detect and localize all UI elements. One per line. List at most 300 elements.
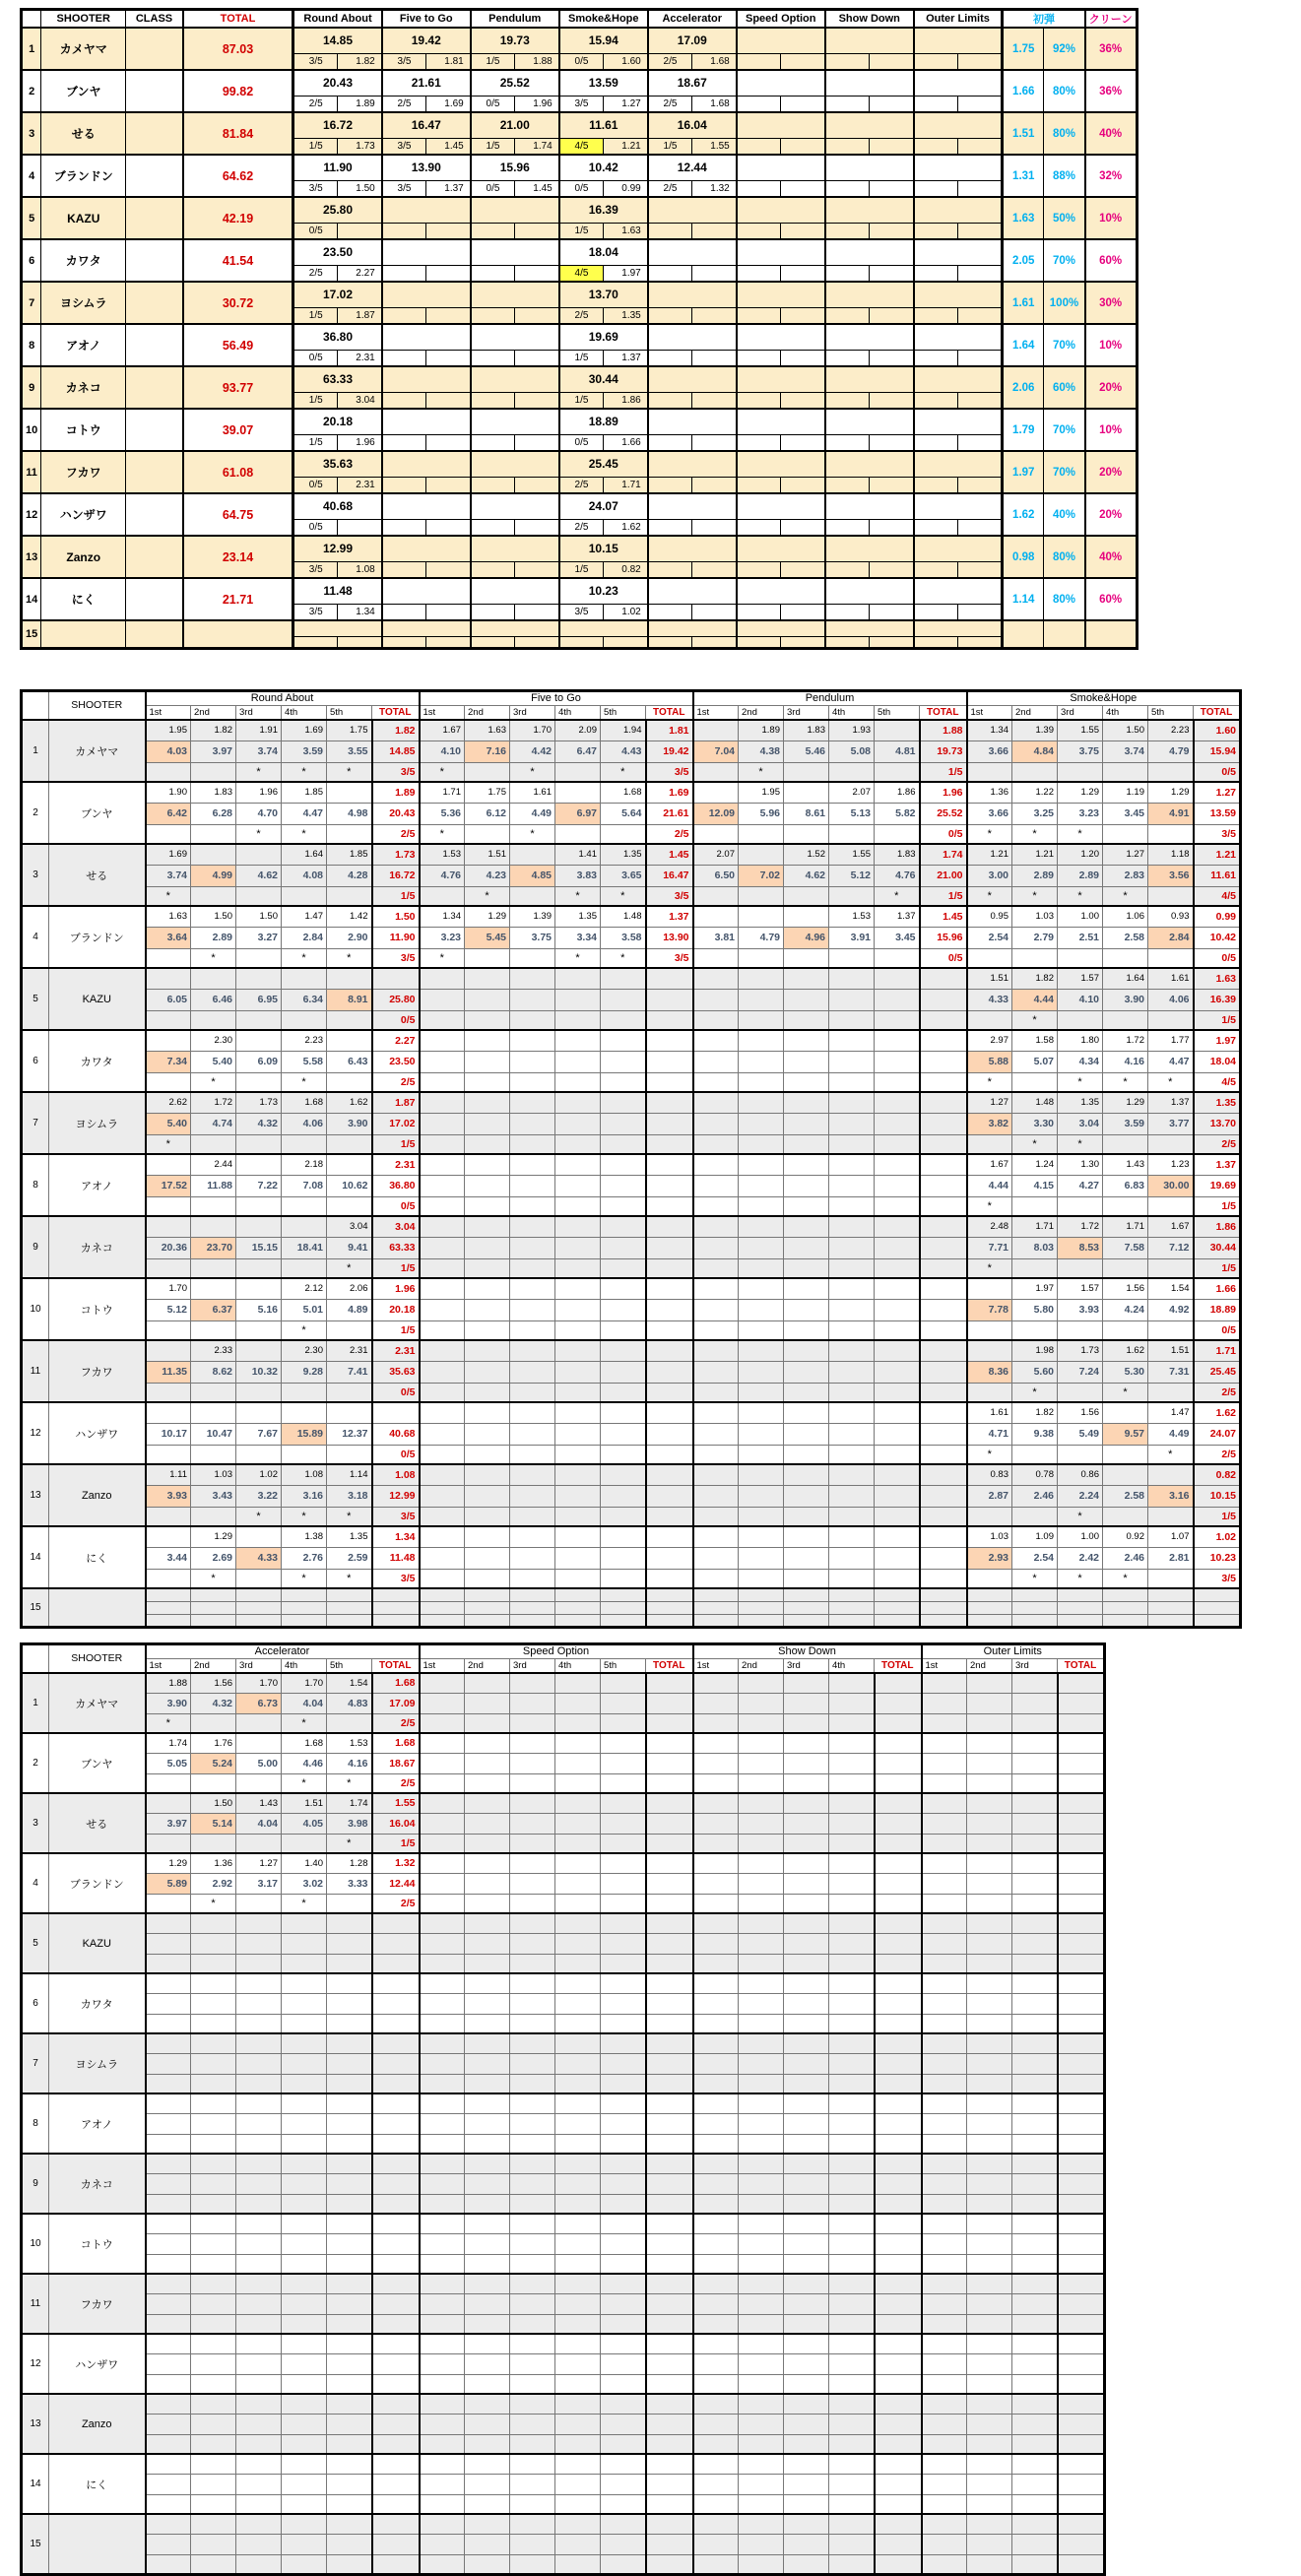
- grand-total-cell[interactable]: 64.75: [183, 493, 293, 536]
- penalty-star-cell[interactable]: [601, 2494, 646, 2514]
- stage-hits-cell[interactable]: [920, 1383, 967, 1402]
- stage-run-total-cell[interactable]: 40.68: [372, 1423, 420, 1445]
- first-shot-time-cell[interactable]: 1.70: [510, 720, 555, 741]
- shooter-name-cell[interactable]: Zanzo: [49, 2394, 146, 2454]
- class-cell[interactable]: [126, 155, 183, 197]
- first-shot-time-cell[interactable]: [555, 1526, 601, 1547]
- stage-avg-cell[interactable]: [426, 350, 471, 366]
- row-number-cell[interactable]: 8: [22, 2093, 49, 2154]
- class-header[interactable]: CLASS: [126, 10, 183, 29]
- first-shot-time-cell[interactable]: [967, 1340, 1012, 1361]
- first-shot-time-cell[interactable]: [465, 1973, 510, 1993]
- run-time-cell[interactable]: [327, 2293, 372, 2314]
- first-shot-time-cell[interactable]: [510, 1402, 555, 1423]
- first-shot-time-cell[interactable]: [465, 2514, 510, 2534]
- run-time-cell[interactable]: 4.04: [236, 1813, 282, 1834]
- stage-avg-cell[interactable]: [870, 96, 914, 112]
- penalty-star-cell[interactable]: [922, 2494, 967, 2514]
- stage-avg-cell[interactable]: [870, 434, 914, 451]
- stage-run-total-cell[interactable]: 16.39: [1194, 989, 1241, 1010]
- penalty-star-cell[interactable]: [1012, 1894, 1058, 1913]
- first-shot-time-cell[interactable]: [282, 1588, 327, 1601]
- penalty-star-cell[interactable]: [420, 2254, 465, 2274]
- first-shot-time-cell[interactable]: 1.03: [191, 1464, 236, 1485]
- run-time-cell[interactable]: [327, 1993, 372, 2014]
- stage-hits-cell[interactable]: [875, 2194, 922, 2214]
- run-time-cell[interactable]: 5.45: [465, 927, 510, 948]
- run-time-cell[interactable]: [191, 2293, 236, 2314]
- run-time-cell[interactable]: [191, 2053, 236, 2074]
- stage-avg-cell[interactable]: [515, 392, 559, 409]
- run-time-cell[interactable]: [739, 1873, 784, 1894]
- first-shot-avg-cell[interactable]: 1.73: [372, 844, 420, 865]
- stage-run-total-cell[interactable]: [875, 1873, 922, 1894]
- penalty-star-cell[interactable]: *: [1103, 886, 1148, 906]
- stage-hits-cell[interactable]: [1058, 1773, 1105, 1793]
- stage-run-total-cell[interactable]: [646, 1175, 693, 1196]
- first-shot-time-cell[interactable]: [555, 1030, 601, 1051]
- run-time-cell[interactable]: [829, 2534, 875, 2554]
- stage-hits-cell[interactable]: [471, 477, 515, 493]
- first-shot-hit-cell[interactable]: 60%: [1044, 366, 1085, 409]
- run-time-cell[interactable]: [510, 1237, 555, 1258]
- run-time-cell[interactable]: [693, 2113, 739, 2134]
- first-shot-time-cell[interactable]: [510, 1464, 555, 1485]
- penalty-star-cell[interactable]: [236, 948, 282, 968]
- row-number-cell[interactable]: 11: [22, 2274, 49, 2334]
- stage-total-cell[interactable]: [737, 620, 825, 636]
- stage-avg-cell[interactable]: 1.82: [338, 53, 382, 70]
- penalty-star-cell[interactable]: [191, 2374, 236, 2394]
- stage-total-cell[interactable]: [914, 578, 1003, 604]
- stage-hits-cell[interactable]: 1/5: [920, 886, 967, 906]
- run-time-cell[interactable]: 9.57: [1103, 1423, 1148, 1445]
- penalty-star-cell[interactable]: [327, 886, 372, 906]
- first-shot-time-cell[interactable]: [967, 1853, 1012, 1873]
- run-time-cell[interactable]: [784, 1813, 829, 1834]
- stage-total-cell[interactable]: 15.94: [559, 28, 648, 53]
- run-time-cell[interactable]: [282, 2474, 327, 2494]
- penalty-star-cell[interactable]: [282, 2554, 327, 2574]
- first-shot-avg-cell[interactable]: [372, 2154, 420, 2173]
- stage-total-cell[interactable]: 18.67: [648, 70, 737, 96]
- stage-run-total-cell[interactable]: [372, 1601, 420, 1614]
- first-shot-time-cell[interactable]: [601, 1278, 646, 1299]
- penalty-star-cell[interactable]: [327, 1894, 372, 1913]
- first-shot-time-cell[interactable]: 1.68: [282, 1092, 327, 1113]
- stage-hits-cell[interactable]: [646, 1507, 693, 1526]
- penalty-star-cell[interactable]: [510, 948, 555, 968]
- penalty-star-cell[interactable]: [555, 1569, 601, 1588]
- shooter-name-cell[interactable]: せる: [49, 844, 146, 906]
- stage-run-total-cell[interactable]: [646, 989, 693, 1010]
- penalty-star-cell[interactable]: [967, 1713, 1012, 1733]
- penalty-star-cell[interactable]: [1148, 1258, 1194, 1278]
- stage-hits-cell[interactable]: [372, 1614, 420, 1627]
- first-shot-avg-cell[interactable]: 1.45: [920, 906, 967, 927]
- stage-total-cell[interactable]: [471, 324, 559, 350]
- penalty-star-cell[interactable]: [465, 824, 510, 844]
- run-time-cell[interactable]: 9.28: [282, 1361, 327, 1383]
- first-shot-time-cell[interactable]: [784, 1973, 829, 1993]
- first-shot-time-cell[interactable]: [693, 2394, 739, 2414]
- first-shot-time-cell[interactable]: [146, 1030, 191, 1051]
- first-shot-time-cell[interactable]: [784, 1340, 829, 1361]
- first-shot-time-cell[interactable]: [327, 2274, 372, 2293]
- first-shot-avg-cell[interactable]: 1.37: [646, 906, 693, 927]
- first-shot-avg-cell[interactable]: [920, 1464, 967, 1485]
- penalty-star-cell[interactable]: [784, 2314, 829, 2334]
- stage-hits-cell[interactable]: [875, 1773, 922, 1793]
- stage-hits-cell[interactable]: [914, 53, 958, 70]
- stage-avg-cell[interactable]: [870, 53, 914, 70]
- stage-total-cell[interactable]: [382, 536, 471, 561]
- run-time-cell[interactable]: [420, 1873, 465, 1894]
- run-time-cell[interactable]: 3.59: [1103, 1113, 1148, 1134]
- first-shot-time-cell[interactable]: [739, 844, 784, 865]
- penalty-star-cell[interactable]: [146, 1320, 191, 1340]
- stage-hits-cell[interactable]: [471, 350, 515, 366]
- run-time-cell[interactable]: [236, 1993, 282, 2014]
- penalty-star-cell[interactable]: [1103, 824, 1148, 844]
- stage-hits-cell[interactable]: [920, 1134, 967, 1154]
- penalty-star-cell[interactable]: [510, 1072, 555, 1092]
- stage-total-cell[interactable]: 21.61: [382, 70, 471, 96]
- run-time-cell[interactable]: [693, 2293, 739, 2314]
- penalty-star-cell[interactable]: [693, 1569, 739, 1588]
- penalty-star-cell[interactable]: [146, 2434, 191, 2454]
- first-shot-time-cell[interactable]: 1.23: [1148, 1154, 1194, 1175]
- stage-hits-cell[interactable]: 2/5: [372, 1894, 420, 1913]
- first-shot-avg-cell[interactable]: [1003, 620, 1044, 648]
- stage-hits-cell[interactable]: [825, 223, 870, 239]
- stage-total-cell[interactable]: [471, 536, 559, 561]
- run-time-cell[interactable]: [601, 1423, 646, 1445]
- first-shot-time-cell[interactable]: [555, 1402, 601, 1423]
- first-shot-time-cell[interactable]: 2.07: [829, 782, 875, 803]
- penalty-star-cell[interactable]: [282, 1954, 327, 1973]
- run-time-cell[interactable]: [739, 2173, 784, 2194]
- first-shot-time-cell[interactable]: [465, 2454, 510, 2474]
- stage-hits-cell[interactable]: [648, 519, 692, 536]
- stage-total-header[interactable]: TOTAL: [372, 705, 420, 720]
- penalty-star-cell[interactable]: [829, 1507, 875, 1526]
- stage-hits-cell[interactable]: [382, 604, 426, 620]
- run-time-cell[interactable]: [465, 1933, 510, 1954]
- class-cell[interactable]: [126, 28, 183, 70]
- first-shot-time-cell[interactable]: [875, 1216, 920, 1237]
- stage-run-total-cell[interactable]: [875, 2474, 922, 2494]
- run-time-cell[interactable]: 6.05: [146, 989, 191, 1010]
- first-shot-time-cell[interactable]: [784, 1216, 829, 1237]
- stage-hits-cell[interactable]: [382, 434, 426, 451]
- run-time-cell[interactable]: [510, 1423, 555, 1445]
- first-shot-hit-cell[interactable]: 100%: [1044, 282, 1085, 324]
- stage-total-cell[interactable]: 13.90: [382, 155, 471, 180]
- ordinal-header[interactable]: 4th: [829, 1658, 875, 1673]
- stage-total-cell[interactable]: 15.96: [471, 155, 559, 180]
- penalty-star-cell[interactable]: [465, 2254, 510, 2274]
- penalty-star-cell[interactable]: [510, 2074, 555, 2093]
- penalty-star-cell[interactable]: *: [1058, 1569, 1103, 1588]
- stage-total-cell[interactable]: [648, 536, 737, 561]
- run-time-cell[interactable]: [829, 2173, 875, 2194]
- first-shot-time-cell[interactable]: [739, 2514, 784, 2534]
- first-shot-avg-cell[interactable]: [372, 2334, 420, 2353]
- penalty-star-cell[interactable]: [967, 1834, 1012, 1853]
- penalty-star-cell[interactable]: [420, 1072, 465, 1092]
- stage-run-total-cell[interactable]: [646, 1993, 693, 2014]
- penalty-star-cell[interactable]: [555, 1894, 601, 1913]
- first-shot-header[interactable]: 初弾: [1003, 10, 1085, 29]
- ordinal-header[interactable]: 4th: [829, 705, 875, 720]
- first-shot-time-cell[interactable]: 1.50: [191, 1793, 236, 1813]
- first-shot-time-cell[interactable]: 1.71: [1103, 1216, 1148, 1237]
- stage-total-cell[interactable]: [914, 197, 1003, 223]
- penalty-star-cell[interactable]: [191, 2494, 236, 2514]
- run-time-cell[interactable]: 3.43: [191, 1485, 236, 1507]
- first-shot-time-cell[interactable]: [601, 1402, 646, 1423]
- stage-avg-cell[interactable]: [958, 180, 1003, 197]
- run-time-cell[interactable]: [555, 1113, 601, 1134]
- stage-avg-cell[interactable]: 1.62: [604, 519, 648, 536]
- first-shot-time-cell[interactable]: [967, 2334, 1012, 2353]
- penalty-star-cell[interactable]: [829, 2374, 875, 2394]
- penalty-star-cell[interactable]: [829, 1010, 875, 1030]
- penalty-star-cell[interactable]: [191, 2434, 236, 2454]
- stage-hits-cell[interactable]: [646, 1445, 693, 1464]
- stage-hits-cell[interactable]: [737, 180, 781, 197]
- first-shot-time-cell[interactable]: [829, 2454, 875, 2474]
- row-number-cell[interactable]: 7: [22, 282, 41, 324]
- first-shot-time-cell[interactable]: 1.61: [967, 1402, 1012, 1423]
- shooter-name-cell[interactable]: [41, 620, 126, 648]
- row-number-cell[interactable]: 9: [22, 1216, 49, 1278]
- run-time-cell[interactable]: [693, 1693, 739, 1713]
- first-shot-time-cell[interactable]: 2.07: [693, 844, 739, 865]
- stage-total-cell[interactable]: [648, 578, 737, 604]
- penalty-star-cell[interactable]: [1103, 1196, 1148, 1216]
- stage-total-cell[interactable]: [914, 366, 1003, 392]
- first-shot-avg-cell[interactable]: 0.98: [1003, 536, 1044, 578]
- first-shot-time-cell[interactable]: [967, 2033, 1012, 2053]
- penalty-star-cell[interactable]: [282, 2314, 327, 2334]
- stage-run-total-cell[interactable]: [372, 2353, 420, 2374]
- run-time-cell[interactable]: 4.81: [875, 741, 920, 762]
- stage-hits-cell[interactable]: [875, 2434, 922, 2454]
- stage-group-header[interactable]: Accelerator: [146, 1643, 420, 1658]
- run-time-cell[interactable]: [784, 1753, 829, 1773]
- run-time-cell[interactable]: [236, 2113, 282, 2134]
- first-shot-time-cell[interactable]: [739, 1216, 784, 1237]
- penalty-star-cell[interactable]: *: [967, 1258, 1012, 1278]
- stage-total-cell[interactable]: [737, 493, 825, 519]
- penalty-star-cell[interactable]: [146, 2074, 191, 2093]
- stage-group-header[interactable]: Five to Go: [420, 690, 693, 705]
- penalty-star-cell[interactable]: [693, 2194, 739, 2214]
- run-time-cell[interactable]: [465, 2353, 510, 2374]
- first-shot-time-cell[interactable]: [739, 1588, 784, 1601]
- run-time-cell[interactable]: [739, 1753, 784, 1773]
- penalty-star-cell[interactable]: [420, 1614, 465, 1627]
- first-shot-time-cell[interactable]: [146, 1973, 191, 1993]
- stage-total-cell[interactable]: [825, 578, 914, 604]
- first-shot-time-cell[interactable]: [693, 1913, 739, 1933]
- penalty-star-cell[interactable]: [601, 2434, 646, 2454]
- first-shot-time-cell[interactable]: [146, 968, 191, 989]
- run-time-cell[interactable]: 6.73: [236, 1693, 282, 1713]
- penalty-star-cell[interactable]: [282, 1258, 327, 1278]
- penalty-star-cell[interactable]: [784, 2254, 829, 2274]
- penalty-star-cell[interactable]: [420, 1383, 465, 1402]
- first-shot-time-cell[interactable]: [1148, 1464, 1194, 1485]
- ordinal-header[interactable]: 5th: [601, 705, 646, 720]
- stage-hits-cell[interactable]: [737, 307, 781, 324]
- penalty-star-cell[interactable]: [191, 1507, 236, 1526]
- run-time-cell[interactable]: 4.32: [236, 1113, 282, 1134]
- penalty-star-cell[interactable]: [967, 1320, 1012, 1340]
- first-shot-avg-cell[interactable]: 1.35: [1194, 1092, 1241, 1113]
- run-time-cell[interactable]: [601, 2534, 646, 2554]
- first-shot-time-cell[interactable]: 2.30: [282, 1340, 327, 1361]
- run-time-cell[interactable]: 5.49: [1058, 1423, 1103, 1445]
- run-time-cell[interactable]: [922, 2293, 967, 2314]
- first-shot-time-cell[interactable]: [236, 1030, 282, 1051]
- penalty-star-cell[interactable]: *: [282, 1773, 327, 1793]
- penalty-star-cell[interactable]: [282, 1196, 327, 1216]
- run-time-cell[interactable]: [465, 1993, 510, 2014]
- run-time-cell[interactable]: 5.36: [420, 803, 465, 824]
- penalty-star-cell[interactable]: [829, 2194, 875, 2214]
- stage-avg-cell[interactable]: 1.81: [426, 53, 471, 70]
- stage-total-cell[interactable]: [648, 324, 737, 350]
- first-shot-avg-cell[interactable]: 1.45: [646, 844, 693, 865]
- run-time-cell[interactable]: [465, 2534, 510, 2554]
- stage-total-cell[interactable]: 16.39: [559, 197, 648, 223]
- run-time-cell[interactable]: [693, 1051, 739, 1072]
- run-time-cell[interactable]: [601, 1361, 646, 1383]
- stage-hits-cell[interactable]: [646, 2374, 693, 2394]
- penalty-star-cell[interactable]: [465, 1569, 510, 1588]
- stage-run-total-cell[interactable]: 12.99: [372, 1485, 420, 1507]
- stage-hits-cell[interactable]: [1058, 2434, 1105, 2454]
- first-shot-time-cell[interactable]: [465, 2274, 510, 2293]
- run-time-cell[interactable]: [967, 1873, 1012, 1894]
- run-time-cell[interactable]: [967, 2113, 1012, 2134]
- run-time-cell[interactable]: [1012, 1993, 1058, 2014]
- penalty-star-cell[interactable]: [829, 2434, 875, 2454]
- shooter-name-cell[interactable]: にく: [49, 2454, 146, 2514]
- stage-hits-cell[interactable]: 0/5: [293, 223, 338, 239]
- run-time-cell[interactable]: [1012, 2474, 1058, 2494]
- first-shot-time-cell[interactable]: 1.82: [1012, 968, 1058, 989]
- penalty-star-cell[interactable]: [739, 948, 784, 968]
- first-shot-time-cell[interactable]: [191, 1402, 236, 1423]
- first-shot-time-cell[interactable]: [510, 2334, 555, 2353]
- run-time-cell[interactable]: 2.84: [1148, 927, 1194, 948]
- run-time-cell[interactable]: 3.17: [236, 1873, 282, 1894]
- first-shot-time-cell[interactable]: 1.00: [1058, 906, 1103, 927]
- run-time-cell[interactable]: [1012, 1601, 1058, 1614]
- stage-total-cell[interactable]: [825, 282, 914, 307]
- penalty-star-cell[interactable]: [739, 2314, 784, 2334]
- stage-total-cell[interactable]: [382, 451, 471, 477]
- penalty-star-cell[interactable]: [555, 1445, 601, 1464]
- row-number-cell[interactable]: 15: [22, 1588, 49, 1627]
- stage-total-cell[interactable]: [737, 282, 825, 307]
- run-time-cell[interactable]: [327, 1933, 372, 1954]
- stage-hits-cell[interactable]: [914, 636, 958, 648]
- run-time-cell[interactable]: [236, 2053, 282, 2074]
- first-shot-time-cell[interactable]: 1.35: [327, 1526, 372, 1547]
- first-shot-time-cell[interactable]: [191, 2334, 236, 2353]
- first-shot-time-cell[interactable]: 1.22: [1012, 782, 1058, 803]
- first-shot-time-cell[interactable]: [236, 1402, 282, 1423]
- first-shot-time-cell[interactable]: 1.02: [236, 1464, 282, 1485]
- first-shot-time-cell[interactable]: [922, 2454, 967, 2474]
- penalty-star-cell[interactable]: [693, 1894, 739, 1913]
- stage-avg-cell[interactable]: 0.82: [604, 561, 648, 578]
- first-shot-avg-cell[interactable]: 1.75: [1003, 28, 1044, 70]
- run-time-cell[interactable]: [601, 2353, 646, 2374]
- first-shot-time-cell[interactable]: 1.30: [1058, 1154, 1103, 1175]
- first-shot-time-cell[interactable]: [601, 1526, 646, 1547]
- first-shot-avg-cell[interactable]: [646, 1340, 693, 1361]
- run-time-cell[interactable]: [693, 2173, 739, 2194]
- stage-total-cell[interactable]: [471, 620, 559, 636]
- penalty-star-cell[interactable]: [1148, 824, 1194, 844]
- first-shot-time-cell[interactable]: 1.50: [236, 906, 282, 927]
- stage-avg-cell[interactable]: 1.32: [692, 180, 737, 197]
- first-shot-time-cell[interactable]: [420, 1216, 465, 1237]
- first-shot-time-cell[interactable]: 1.75: [327, 720, 372, 741]
- run-time-cell[interactable]: [510, 1933, 555, 1954]
- penalty-star-cell[interactable]: [875, 1320, 920, 1340]
- penalty-star-cell[interactable]: [191, 1196, 236, 1216]
- stage-avg-cell[interactable]: 0.99: [604, 180, 648, 197]
- stage-hits-cell[interactable]: [737, 223, 781, 239]
- run-time-cell[interactable]: [875, 1113, 920, 1134]
- stage-hits-cell[interactable]: 2/5: [293, 265, 338, 282]
- first-shot-time-cell[interactable]: 1.69: [282, 720, 327, 741]
- first-shot-avg-cell[interactable]: 1.31: [1003, 155, 1044, 197]
- penalty-star-cell[interactable]: [465, 2194, 510, 2214]
- penalty-star-cell[interactable]: [1012, 1196, 1058, 1216]
- first-shot-time-cell[interactable]: 1.34: [967, 720, 1012, 741]
- first-shot-time-cell[interactable]: [510, 2454, 555, 2474]
- run-time-cell[interactable]: 4.79: [1148, 741, 1194, 762]
- run-time-cell[interactable]: [739, 1175, 784, 1196]
- first-shot-time-cell[interactable]: 1.21: [967, 844, 1012, 865]
- penalty-star-cell[interactable]: [1058, 762, 1103, 782]
- first-shot-avg-cell[interactable]: [1058, 1733, 1105, 1753]
- run-time-cell[interactable]: 4.06: [1148, 989, 1194, 1010]
- stage-avg-cell[interactable]: [426, 392, 471, 409]
- first-shot-avg-cell[interactable]: [1058, 2334, 1105, 2353]
- run-time-cell[interactable]: 2.51: [1058, 927, 1103, 948]
- penalty-star-cell[interactable]: [465, 2134, 510, 2154]
- first-shot-time-cell[interactable]: [784, 1588, 829, 1601]
- penalty-star-cell[interactable]: [146, 1834, 191, 1853]
- stage-total-cell[interactable]: 14.85: [293, 28, 382, 53]
- run-time-cell[interactable]: [420, 1237, 465, 1258]
- penalty-star-cell[interactable]: [1148, 1320, 1194, 1340]
- penalty-star-cell[interactable]: [236, 1773, 282, 1793]
- stage-hits-cell[interactable]: 1/5: [372, 1834, 420, 1853]
- stage-avg-cell[interactable]: [870, 138, 914, 155]
- first-shot-time-cell[interactable]: [693, 1733, 739, 1753]
- run-time-cell[interactable]: 3.83: [555, 865, 601, 886]
